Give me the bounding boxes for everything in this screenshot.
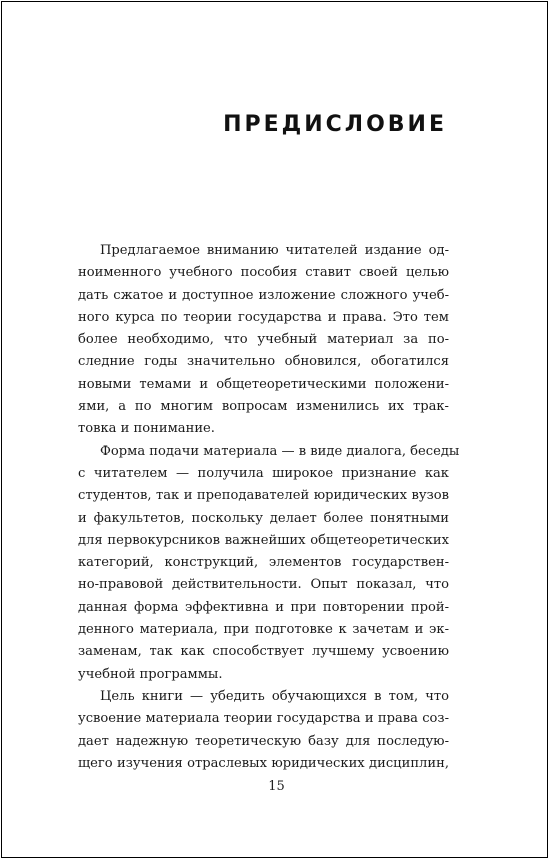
text-line: заменам, так как способствует лучшему усвоению [78,644,449,660]
text-line: данная форма эффективна и при повторении прой- [78,599,449,615]
text-line: но-правовой действительности. Опыт показал, что [78,577,449,593]
book-page [1,1,548,858]
text-line: более необходимо, что учебный материал за по- [78,332,449,348]
paragraph-1 [78,240,449,441]
text-line: ноименного учебного пособия ставит своей целью [78,265,449,281]
text-line: ями, а по многим вопросам изменились их трак- [78,399,449,415]
paragraph-2 [78,441,460,686]
text-line: новыми темами и общетеоретическими положени- [78,376,449,392]
text-line: следние годы значительно обновился, обогатился [78,354,449,370]
text-line: Форма подачи материала — в виде диалога, беседы [100,443,460,459]
body-text [78,240,460,775]
text-line: дать сжатое и доступное изложение сложного учеб- [78,287,449,303]
text-line: студентов, так и преподавателей юридических вузов [78,488,449,504]
paragraph-3 [78,686,449,775]
text-line: и факультетов, поскольку делает более понятными [78,510,449,526]
text-line: с читателем — получила широкое признание как [78,465,449,481]
text-line: дает надежную теоретическую базу для последую- [78,733,449,749]
text-line: товка и понимание. [78,421,215,437]
text-line: категорий, конструкций, элементов государствен- [78,555,449,571]
text-line: щего изучения отраслевых юридических дисциплин, [78,755,449,771]
text-line: Цель книги — убедить обучающихся в том, что [100,688,449,704]
page-title: ПРЕДИСЛОВИЕ [223,112,447,137]
text-line: учебной программы. [78,666,223,682]
page-number: 15 [268,779,285,794]
text-line: ного курса по теории государства и права. Это тем [78,309,449,325]
text-line: денного материала, при подготовке к зачетам и эк- [78,622,449,638]
text-line: Предлагаемое вниманию читателей издание од- [100,243,449,258]
text-line: усвоение материала теории государства и права соз- [78,711,449,727]
text-line: для первокурсников важнейших общетеоретических [78,532,449,548]
